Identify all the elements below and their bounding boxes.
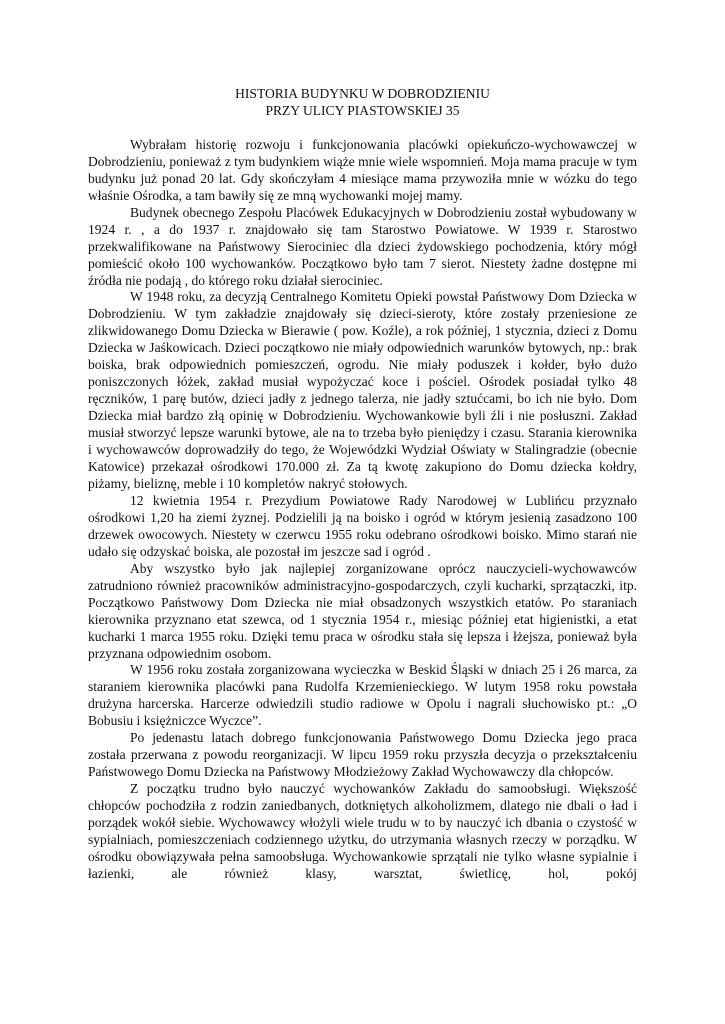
- paragraph-7: Po jedenastu latach dobrego funkcjonowania Państwowego Domu Dziecka jego praca została przerwana z powodu reorganizacji. W lipcu 1959 roku przyszła decyzja o przekształceniu Państwowego Domu Dziecka na Państwowy Młodzieżowy Zakład Wychowawczy dla chłopców.: [88, 730, 637, 780]
- paragraph-2: Budynek obecnego Zespołu Placówek Edukacyjnych w Dobrodzieniu został wybudowany w 1924 r. , a do 1937 r. znajdowało się tam Starostwo Powiatowe. W 1939 r. Starostwo przekwalifikowane na Państwowy Sierociniec dla dzieci żydowskiego pochodzenia, który mógł pomieścić około 100 wychowanków. Początkowo było tam 7 sierot. Niestety żadne dostępne mi źródła nie podają , do którego roku działał sierociniec.: [88, 204, 637, 288]
- paragraph-1: Wybrałam historię rozwoju i funkcjonowania placówki opiekuńczo-wychowawczej w Dobrodzieniu, ponieważ z tym budynkiem wiąże mnie wiele wspomnień. Moja mama pracuje w tym budynku już ponad 20 lat. Gdy skończyłam 4 miesiące mama przywoziła mnie w wózku do tego właśnie Ośrodka, a tam bawiły się ze mną wychowanki mojej mamy.: [88, 136, 637, 203]
- document-page: [88, 86, 637, 883]
- paragraph-4: 12 kwietnia 1954 r. Prezydium Powiatowe Rady Narodowej w Lublińcu przyznało ośrodkowi 1,20 ha ziemi żyznej. Podzielili ją na boisko i ogród w którym jesienią zasadzono 100 drzewek owocowych. Niestety w czerwcu 1955 roku odebrano ośrodkowi boisko. Mimo starań nie udało się odzyskać boiska, ale pozostał im jeszcze sad i ogród .: [88, 492, 637, 559]
- paragraph-8: Z początku trudno było nauczyć wychowanków Zakładu do samoobsługi. Większość chłopców pochodziła z rodzin zaniedbanych, dotkniętych alkoholizmem, dlatego nie dbali o ład i porządek wokół siebie. Wychowawcy włożyli wiele trudu w to by nauczyć ich dbania o czystość w sypialniach, pomieszczeniach codziennego użytku, do utrzymania własnych rzeczy w porządku. W ośrodku obowiązywała pełna samoobsługa. Wychowankowie sprzątali nie tylko własne sypialnie i łazienki, ale również klasy, warsztat, świetlicę, hol, pokój: [88, 781, 637, 881]
- title-line-1: HISTORIA BUDYNKU W DOBRODZIENIU: [235, 86, 490, 101]
- paragraph-5: Aby wszystko było jak najlepiej zorganizowane oprócz nauczycieli-wychowawców zatrudniono również pracowników administracyjno-gospodarczych, czyli kucharki, sprzątaczki, itp. Początkowo Państwowy Dom Dziecka nie miał obsadzonych wszystkich etatów. Po staraniach kierownika przyznano etat szewca, od 1 stycznia 1954 r., miesiąc później etat higienistki, a etat kucharki 1 marca 1955 roku. Dzięki temu praca w ośrodku stała się lepsza i łżejsza, ponieważ była przyznana odpowiednim osobom.: [88, 560, 637, 661]
- document-title: [88, 86, 637, 120]
- title-spacer: [88, 120, 637, 137]
- paragraph-6: W 1956 roku została zorganizowana wycieczka w Beskid Śląski w dniach 25 i 26 marca, za staraniem kierownika placówki pana Rudolfa Krzemienieckiego. W lutym 1958 roku powstała drużyna harcerska. Harcerze odwiedzili studio radiowe w Opolu i nagrali słuchowisko pt.: „O Bobusiu i księżniczce Wyczce”.: [88, 662, 637, 729]
- paragraph-3: W 1948 roku, za decyzją Centralnego Komitetu Opieki powstał Państwowy Dom Dziecka w Dobrodzieniu. W tym zakładzie znajdowały się dzieci-sieroty, które zostały przeniesione ze zlikwidowanego Domu Dziecka w Bierawie ( pow. Koźle), a rok później, 1 stycznia, dzieci z Domu Dziecka w Jaśkowicach. Dzieci początkowo nie miały odpowiednich warunków bytowych, np.: brak boiska, brak odpowiednich pomieszczeń, ogrodu. Nie miały poduszek i kołder, było dużo poniszczonych łóżek, zakład musiał wypożyczać koce i pościel. Ośrodek posiadał tylko 48 ręczników, 1 parę butów, dzieci jadły z jednego talerza, nie jadły sztućcami, bo ich nie było. Dom Dziecka miał bardzo złą opinię w Dobrodzieniu. Wychowankowie byli źli i nie posłuszni. Zakład musiał stworzyć lepsze warunki bytowe, ale na to trzeba było pieniędzy i czasu. Starania kierownika i wychowawców doprowadziły do tego, że Wojewódzki Wydział Oświaty w Stalingradzie (obecnie Katowice) przekazał ośrodkowi 170.000 zł. Za tą kwotę zakupiono do Domu dziecka kołdry, piżamy, bieliznę, meble i 10 kompletów nakryć stołowych.: [88, 289, 637, 491]
- title-line-2: PRZY ULICY PIASTOWSKIEJ 35: [265, 102, 460, 118]
